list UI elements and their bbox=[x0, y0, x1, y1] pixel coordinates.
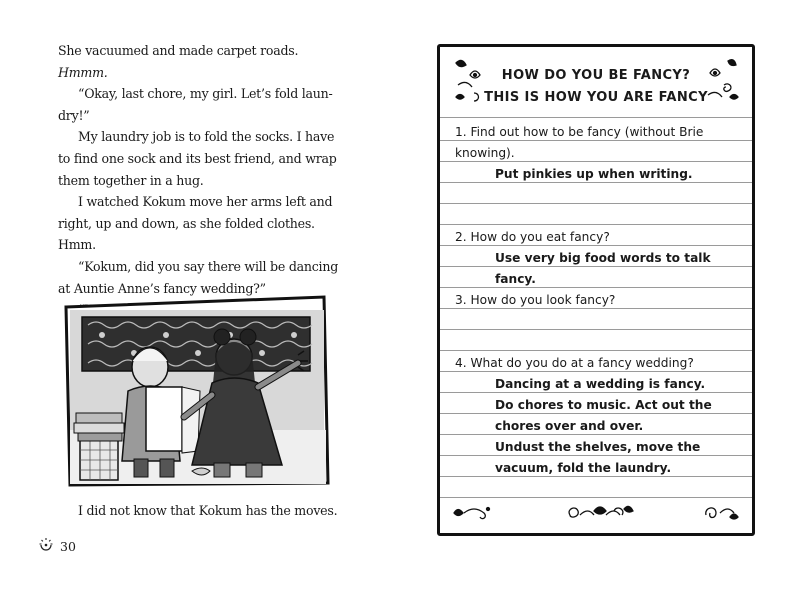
illustration-caption: I did not know that Kokum has the moves. bbox=[78, 503, 338, 518]
fancy-notebook-page bbox=[437, 44, 755, 536]
question-1: 1. Find out how to be fancy (without Brie knowing). bbox=[455, 125, 704, 160]
ruled-line bbox=[440, 224, 752, 225]
paragraph-4: I watched Kokum move her arms left and right, up and down, as she folded clothes. Hmm. bbox=[58, 194, 333, 253]
paragraph-1 bbox=[58, 40, 350, 83]
swirl-doodle-icon bbox=[702, 499, 742, 525]
answer-4-line-5: vacuum, fold the laundry. bbox=[495, 461, 672, 475]
notebook-title-line-1: HOW DO YOU BE FANCY? bbox=[501, 68, 691, 83]
paragraph-5: “Kokum, did you say there will be dancing at Auntie Anne’s fancy wedding?” bbox=[58, 258, 339, 296]
sun-ornament-icon bbox=[38, 536, 54, 556]
vine-doodle-icon bbox=[450, 499, 494, 525]
ruled-line bbox=[440, 497, 752, 498]
ruled-line bbox=[440, 117, 752, 118]
page-number: 30 bbox=[60, 538, 76, 554]
question-2: 2. How do you eat fancy? bbox=[455, 230, 610, 244]
question-3: 3. How do you look fancy? bbox=[455, 293, 616, 307]
ruled-line bbox=[440, 350, 752, 351]
page-footer bbox=[38, 536, 76, 556]
answer-4-line-3: chores over and over. bbox=[495, 419, 644, 433]
center-flourish-icon bbox=[564, 501, 636, 527]
answer-1: Put pinkies up when writing. bbox=[495, 167, 693, 181]
laundry-illustration bbox=[62, 295, 330, 487]
answer-4-line-1: Dancing at a wedding is fancy. bbox=[495, 377, 706, 391]
answer-4-line-4: Undust the shelves, move the bbox=[495, 440, 701, 454]
notebook-title bbox=[440, 65, 752, 109]
ruled-line bbox=[440, 203, 752, 204]
question-4: 4. What do you do at a fancy wedding? bbox=[455, 356, 694, 370]
paragraph-1-text: She vacuumed and made carpet roads. bbox=[58, 43, 299, 58]
notebook-title-line-2: THIS IS HOW YOU ARE FANCY bbox=[484, 90, 708, 105]
paragraph-1-emphasis: Hmmm. bbox=[58, 64, 108, 80]
illustration-drawing bbox=[62, 295, 330, 487]
story-text bbox=[58, 40, 350, 321]
answer-2: Use very big food words to talk fancy. bbox=[495, 251, 711, 286]
answer-4-line-2: Do chores to music. Act out the bbox=[495, 398, 712, 412]
paragraph-3: My laundry job is to fold the socks. I have to find one sock and its best friend, and wrap them together in a hug. bbox=[58, 129, 337, 188]
paragraph-2: “Okay, last chore, my girl. Let’s fold laun-dry!” bbox=[58, 86, 333, 123]
ruled-line bbox=[440, 329, 752, 330]
